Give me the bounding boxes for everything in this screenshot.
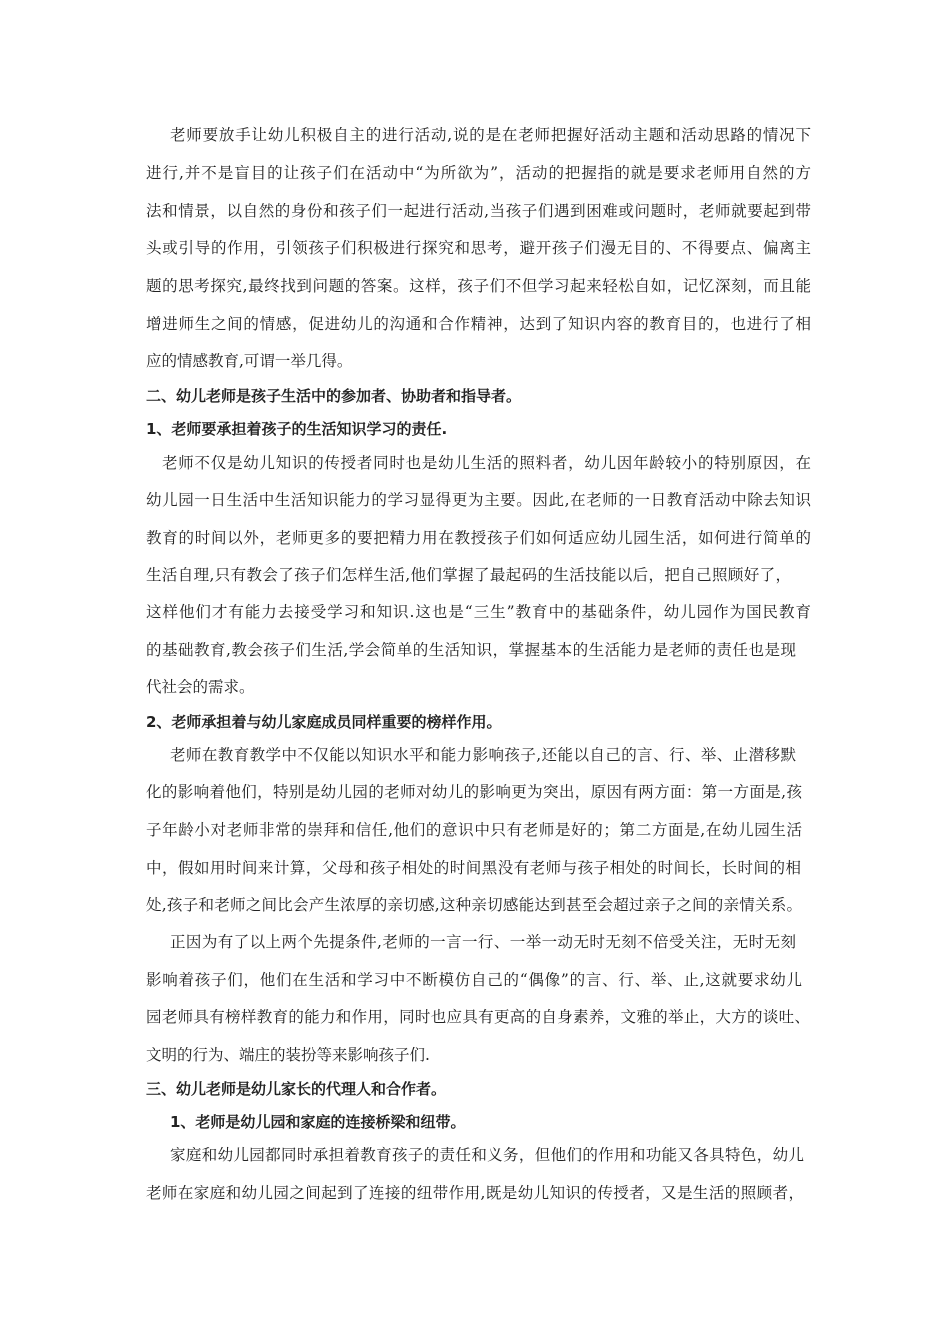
paragraph-1-line-2: 进行,并不是盲目的让孩子们在活动中“为所欲为”，活动的把握指的就是要求老师用自然的方 bbox=[146, 164, 811, 182]
paragraph-5-line-1: 家庭和幼儿园都同时承担着教育孩子的责任和义务，但他们的作用和功能又各具特色，幼儿 bbox=[170, 1146, 804, 1164]
paragraph-4-line-1: 正因为有了以上两个先提条件,老师的一言一行、一举一动无时无刻不倍受关注，无时无刻 bbox=[170, 933, 796, 951]
paragraph-4-line-3: 园老师具有榜样教育的能力和作用，同时也应具有更高的自身素养，文雅的举止，大方的谈吐、 bbox=[146, 1008, 810, 1026]
paragraph-3-line-1: 老师在教育教学中不仅能以知识水平和能力影响孩子,还能以自己的言、行、举、止潜移默 bbox=[170, 746, 796, 764]
paragraph-2-line-7: 代社会的需求。 bbox=[146, 678, 255, 696]
paragraph-3-line-4: 中，假如用时间来计算，父母和孩子相处的时间黑没有老师与孩子相处的时间长，长时间的相 bbox=[146, 859, 801, 877]
paragraph-1-line-6: 增进师生之间的情感，促进幼儿的沟通和合作精神，达到了知识内容的教育目的，也进行了相 bbox=[146, 315, 811, 333]
paragraph-2-line-3: 教育的时间以外，老师更多的要把精力用在教授孩子们如何适应幼儿园生活，如何进行简单的 bbox=[146, 529, 811, 547]
section-2-1-heading: 1、老师要承担着孩子的生活知识学习的责任. bbox=[146, 420, 448, 438]
paragraph-1-line-5: 题的思考探究,最终找到问题的答案。这样，孩子们不但学习起来轻松自如，记忆深刻，而且能 bbox=[146, 277, 811, 295]
paragraph-3-line-2: 化的影响着他们，特别是幼儿园的老师对幼儿的影响更为突出，原因有两方面：第一方面是,孩 bbox=[146, 783, 802, 801]
paragraph-2-line-5: 这样他们才有能力去接受学习和知识.这也是“三生”教育中的基础条件，幼儿园作为国民教育 bbox=[146, 603, 811, 621]
paragraph-1-line-4: 头或引导的作用，引领孩子们积极进行探究和思考，避开孩子们漫无目的、不得要点、偏离主 bbox=[146, 239, 811, 257]
paragraph-1-line-1: 老师要放手让幼儿积极自主的进行活动,说的是在老师把握好活动主题和活动思路的情况下 bbox=[170, 126, 811, 144]
section-3-1-heading: 1、老师是幼儿园和家庭的连接桥梁和纽带。 bbox=[170, 1113, 466, 1131]
paragraph-2-line-2: 幼儿园一日生活中生活知识能力的学习显得更为主要。因此,在老师的一日教育活动中除去知识 bbox=[146, 491, 811, 509]
paragraph-2-line-1: 老师不仅是幼儿知识的传授者同时也是幼儿生活的照料者，幼儿因年龄较小的特别原因，在 bbox=[162, 454, 811, 472]
paragraph-4-line-4: 文明的行为、端庄的装扮等来影响孩子们. bbox=[146, 1046, 430, 1064]
paragraph-1-line-7: 应的情感教育,可谓一举几得。 bbox=[146, 352, 353, 370]
section-3-heading: 三、幼儿老师是幼儿家长的代理人和合作者。 bbox=[146, 1080, 447, 1098]
paragraph-5-line-2: 老师在家庭和幼儿园之间起到了连接的纽带作用,既是幼儿知识的传授者，又是生活的照顾者， bbox=[146, 1184, 804, 1202]
paragraph-2-line-6: 的基础教育,教会孩子们生活,学会简单的生活知识，掌握基本的生活能力是老师的责任也是现 bbox=[146, 641, 796, 659]
section-2-heading: 二、幼儿老师是孩子生活中的参加者、协助者和指导者。 bbox=[146, 387, 522, 405]
paragraph-3-line-3: 子年龄小对老师非常的崇拜和信任,他们的意识中只有老师是好的；第二方面是,在幼儿园生活 bbox=[146, 821, 802, 839]
paragraph-4-line-2: 影响着孩子们，他们在生活和学习中不断模仿自己的“偶像”的言、行、举、止,这就要求幼儿 bbox=[146, 971, 802, 989]
paragraph-3-line-5: 处,孩子和老师之间比会产生浓厚的亲切感,这种亲切感能达到甚至会超过亲子之间的亲情关系。 bbox=[146, 896, 802, 914]
paragraph-2-line-4: 生活自理,只有教会了孩子们怎样生活,他们掌握了最起码的生活技能以后，把自己照顾好了， bbox=[146, 566, 791, 584]
section-2-2-heading: 2、老师承担着与幼儿家庭成员同样重要的榜样作用。 bbox=[146, 713, 502, 731]
paragraph-1-line-3: 法和情景，以自然的身份和孩子们一起进行活动,当孩子们遇到困难或问题时，老师就要起到带 bbox=[146, 202, 811, 220]
